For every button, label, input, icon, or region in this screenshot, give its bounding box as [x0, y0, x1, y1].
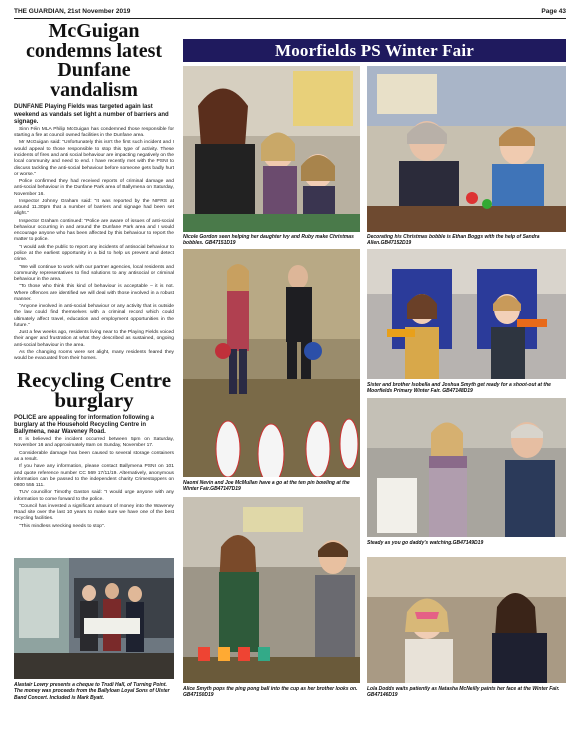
- photo-ping-pong: [183, 497, 360, 683]
- article1-headline: McGuigan condemns latest Dunfane vandalism: [25, 20, 163, 101]
- article1-paragraph: Inspector Graham continued: "Police are aware of issues of anti-social behaviour occurring in and around the Dunfane Park area and I would encourage anyone who has been affected by this behaviour to report the matter to police.: [14, 218, 174, 243]
- masthead: [14, 5, 566, 17]
- article2-paragraph: TUV councillor Timothy Gaston said: "I would urge anyone with any information to come forward to the police.: [14, 490, 174, 502]
- caption-ping-pong: Alice Smyth pops the ping pong ball into the cup as her brother looks on. GB47150D19: [183, 686, 358, 699]
- left-column: [14, 22, 174, 530]
- article1-paragraph: "We will continue to work with our partner agencies, local residents and community representatives to find solutions to any antisocial or criminal behaviour in the area.: [14, 264, 174, 283]
- photo-steady-daddy: [367, 398, 566, 537]
- masthead-rule: [14, 18, 566, 19]
- caption-bobbles-ivy-ruby: Nicole Gordon seen helping her daughter Ivy and Ruby make Christmas bobbles. GB47151D19: [183, 234, 354, 247]
- cheque-photo: [14, 558, 174, 679]
- article2-body: [14, 437, 174, 530]
- article1-paragraph: Inspector Johnny Graham said: "It was reported by the NIFRS at around 11.30pm that a number of barriers and signage had been set alight.": [14, 198, 174, 217]
- article2-standfirst: POLICE are appealing for information following a burglary at the Household Recycling Centre in Ballymena, near Waveney Road.: [14, 414, 155, 436]
- photo-shoot-out: [367, 249, 566, 379]
- article2-paragraph: "Council has invested a significant amount of money into the Waveney Road site over the last 10 years to make sure we have one of the best recycling facilities.: [14, 503, 174, 522]
- cheque-photo-caption: Alastair Lowry presents a cheque to Trudi Hall, of Turning Point. The money was proceeds from the Ballyloan Loyal Sons of Ulster Band Concert. Included is Mark Byatt.: [14, 682, 170, 701]
- article2-paragraph: It is believed the incident occurred between 5pm on Saturday, November 16 and approximately 8am on Sunday, November 17.: [14, 437, 174, 449]
- feature-title: Moorfields PS Winter Fair: [274, 40, 475, 60]
- article2-headline: Recycling Centre burglary: [16, 367, 172, 413]
- feature-banner: [183, 39, 566, 62]
- article2-paragraph: "This mindless wrecking needs to stop".: [19, 523, 106, 529]
- article1-standfirst: DUNFANE Playing Fields was targeted again last weekend as vandals set light a number of barriers and signage.: [14, 104, 169, 125]
- article1-paragraph: Sinn Féin MLA Philip McGuigan has condemned those responsible for starting a fire at council owned facilities in the Dunfane area.: [14, 126, 174, 139]
- article1-body: [14, 127, 174, 363]
- photo-bobbles-ivy-ruby: [183, 66, 360, 232]
- caption-bobble-ethan: Decorating his Christmas bobble is Ethan Boggs with the help of Sandra Allen.GB47152D19: [367, 234, 540, 247]
- photo-ten-pin-bowling: [183, 249, 360, 477]
- article1-paragraph: Mr McGuigan said: "Unfortunately this isn't the first such incident and I would appeal to those responsible to stop this type of activity. These incidents of fires and anti social behaviour are impacting negatively on the local community and need to end. I have recently met with the PSNI to discuss tackling the anti-social behaviour before someone gets badly hurt or worse.": [14, 140, 174, 177]
- article1-paragraph: "Anyone involved in anti-social behaviour or any activity that is outside the law could find themselves with a criminal record which could ultimately affect travel, education and employment opportunities in the future.": [14, 304, 174, 328]
- article1-paragraph: As the changing rooms were set alight, many residents feared they would be evacuated from their homes.: [14, 349, 174, 362]
- article1-paragraph: Police confirmed they had received reports of criminal damage and anti-social behaviour in the Dunfane Park area of Ballymena on Saturday, November 16.: [14, 179, 174, 197]
- article1-paragraph: Just a few weeks ago, residents living near to the Playing Fields voiced their anger and frustration at what they described as sustained, ongoing anti-social behaviour in the area.: [14, 330, 174, 348]
- photo-face-paint: [367, 557, 566, 683]
- article1-paragraph: "I would ask the public to report any incidents of antisocial behaviour to police at the earliest opportunity in a bid to help us prevent and detect crime.: [14, 244, 174, 263]
- page-number: Page 43: [541, 7, 566, 15]
- article2-paragraph: Considerable damage has been caused to several storage containers as a result.: [14, 450, 174, 463]
- masthead-date: THE GUARDIAN, 21st November 2019: [14, 7, 131, 15]
- article2-paragraph: If you have any information, please contact Ballymena PSNI on 101 and quote reference number CC 569 17/11/19. Alternatively, anonymous information can be passed to the independent charity Crimestoppers on 0800 555 111.: [14, 464, 174, 489]
- article1-paragraph: "To those who think this kind of behaviour is acceptable – it is not. Where offences are identified we will deal with those involved in a robust manner.: [14, 284, 174, 302]
- caption-shoot-out: Sister and brother Isobella and Joshua Smyth get ready for a shoot-out at the Moorfields Primary Winter Fair. GB47148D19: [367, 382, 551, 395]
- caption-steady-daddy: Steady as you go daddy's watching.GB47149D19: [367, 540, 484, 546]
- caption-face-paint: Lola Dodds waits patiently as Natasha McNeilly paints her face at the Winter Fair. GB47146D19: [367, 686, 560, 699]
- caption-ten-pin-bowling: Naomi Nevin and Joe McMullan have a go at the ten pin bowling at the Winter Fair.GB47147D19: [183, 480, 350, 493]
- photo-bobble-ethan: [367, 66, 566, 232]
